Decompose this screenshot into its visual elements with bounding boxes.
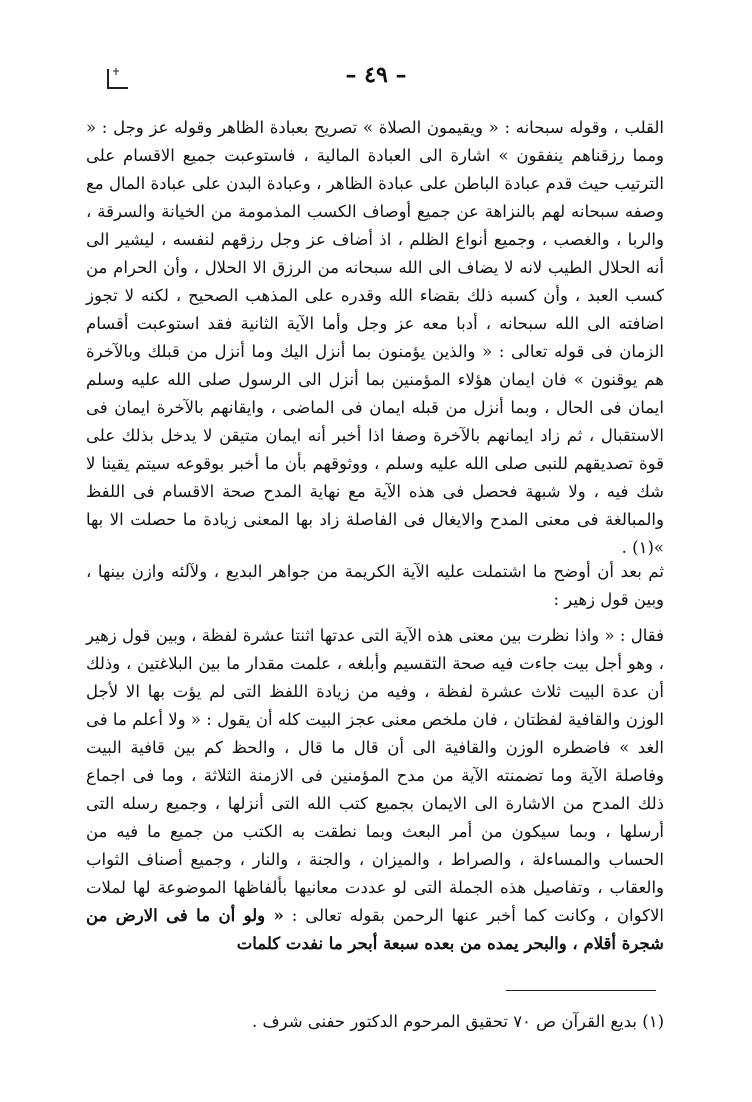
footnote: (١) بديع القرآن ص ٧٠ تحقيق المرحوم الدكتور حفنى شرف . bbox=[252, 1012, 664, 1031]
paragraph-3 bbox=[86, 622, 664, 958]
paragraph-3-text: فقال : « واذا نظرت بين معنى هذه الآية التى عدتها اثنتا عشرة لفظة ، وبين قول زهير ، وهو أجل بيت جاءت فيه صحة التقسيم وأبلغه ، علمت مقدار ما بين البلاغتين ، وذلك أن عدة البيت ثلاث عشرة لفظة ، وفيه من زيادة اللفظ التى لم يؤت بها الا لأجل الوزن والقافية لفظتان ، فان ملخص معنى عجز البيت كله أن يقول : « ولا أعلم ما فى الغد » فاضطره الوزن والقافية الى أن قال ما قال ، والحظ كم بين قافية البيت وفاصلة الآية وما تضمنته الآية من مدح المؤمنين فى الازمنة الثلاثة ، وما فى اجماع ذلك المدح من الاشارة الى الايمان بجميع كتب الله التى أنزلها ، وجميع رسله التى أرسلها ، وبما سيكون من أمر البعث وبما نطقت به الكتب من جميع ما فيه من الحساب والمساءلة ، والصراط ، والميزان ، والجنة ، والنار ، وجميع أصناف الثواب والعقاب ، وتفاصيل هذه الجملة التى لو عددت معانيها بألفاظها الموضوعة لها لملات الاكوان ، وكانت كما أخبر عنها الرحمن بقوله تعالى : bbox=[86, 626, 664, 925]
quran-quote-bold: « ولو أن ما فى الارض من شجرة أقلام ، والبحر يمده من بعده سبعة أبحر ما نفدت كلمات bbox=[86, 906, 664, 953]
paragraph-2: ثم بعد أن أوضح ما اشتملت عليه الآية الكريمة من جواهر البديع ، ولآلئه وازن بينها ، وبين قول زهير : bbox=[86, 562, 664, 609]
paragraph-1: القلب ، وقوله سبحانه : « ويقيمون الصلاة » تصريح بعبادة الظاهر وقوله عز وجل : « ومما رزقناهم ينفقون » اشارة الى العبادة المالية ، فاستوعبت جميع الاقسام على الترتيب حيث قدم عبادة الباطن على عبادة الظاهر ، وعبادة البدن على عبادة المال مع وصفه سبحانه لهم بالنزاهة عن جميع أوصاف الكسب المذمومة من الخيانة والسرقة ، والربا ، والغصب ، وجميع أنواع الظلم ، اذ أضاف عز وجل رزقهم لنفسه ، ليشير الى أنه الحلال الطيب لانه لا يضاف الى الله سبحانه من الرزق الا الحلال ، وأن الحرام من كسب العبد ، وأن كسبه ذلك بقضاء الله وقدره على المذهب الصحيح ، لكنه لا تجوز اضافته الى الله سبحانه ، أدبا معه عز وجل وأما الآية الثانية فقد استوعبت أقسام الزمان فى قوله تعالى : « والذين يؤمنون بما أنزل اليك وما أنزل من قبلك وبالآخرة هم يوقنون » فان ايمان هؤلاء المؤمنين بما أنزل الى الرسول صلى الله عليه وسلم ايمان فى الحال ، وبما أنزل من قبله ايمان فى الماضى ، وايقانهم بالآخرة ايمان فى الاستقبال ، ثم زاد ايمانهم بالآخرة وصفا اذا أخبر أنه ايمان متيقن لا يدخل بذلك على قوة تصديقهم للنبى صلى الله عليه وسلم ، ووثوقهم بأن ما أخبر بوقوعه سيتم يقينا لا شك فيه ، ولا شبهة فحصل فى هذه الآية مع نهاية المدح صحة الاقسام فى اللفظ والمبالغة فى معنى المدح والايغال فى الفاصلة زاد بها المعنى زيادة ما حصلت الا بها »(١) . bbox=[86, 118, 664, 557]
footnote-divider bbox=[506, 990, 656, 991]
page-number: – ٤٩ – bbox=[345, 62, 407, 88]
